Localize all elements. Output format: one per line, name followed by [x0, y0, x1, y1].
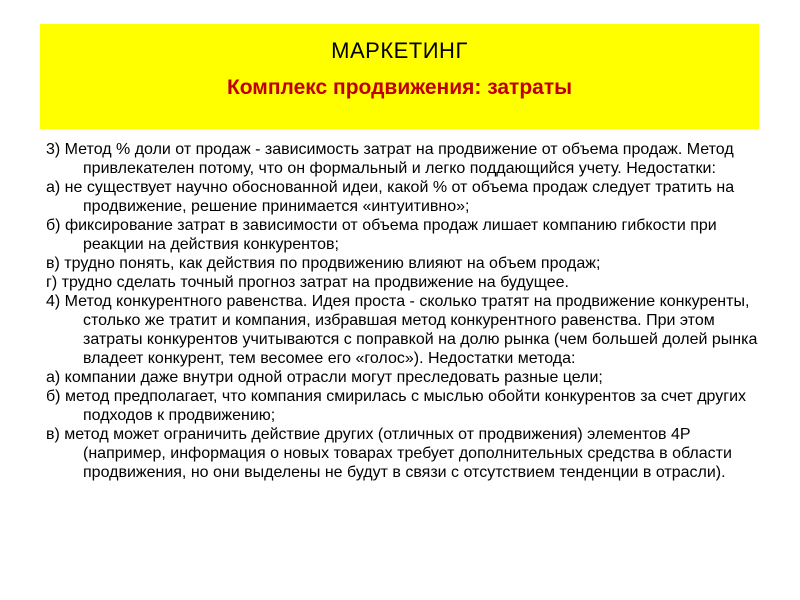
slide-title: МАРКЕТИНГ: [331, 38, 468, 63]
header-band: [40, 24, 759, 129]
slide-subtitle: Комплекс продвижения: затраты: [226, 76, 573, 99]
paragraph-drawback-a: а) не существует научно обоснованной идеи, какой % от объема продаж следует тратить на продвижение, решение принимается «интуитивно»;: [46, 179, 735, 215]
paragraph-method4-drawback-b: б) метод предполагает, что компания смирилась с мыслью обойти конкурентов за счет других подходов к продвижению;: [46, 388, 747, 424]
paragraph-method4-drawback-v: в) метод может ограничить действие других (отличных от продвижения) элементов 4Р (например, информация о новых товарах требует дополнительных средства в области продвижения, но они выделены не будут в связи с отсутствием тенденции в отрасли).: [46, 426, 732, 481]
paragraph-method-3: 3) Метод % доли от продаж - зависимость затрат на продвижение от объема продаж. Метод привлекателен потому, что он формальный и легко поддающийся учету. Недостатки:: [46, 141, 734, 177]
paragraph-drawback-v: в) трудно понять, как действия по продвижению влияют на объем продаж;: [46, 255, 601, 272]
paragraph-method4-drawback-a: а) компании даже внутри одной отрасли могут преследовать разные цели;: [46, 369, 603, 386]
paragraph-method-4: 4) Метод конкурентного равенства. Идея проста - сколько тратят на продвижение конкуренты, столько же тратит и компания, избравшая метод конкурентного равенства. При этом затраты конкурентов учитываются с поправкой на долю рынка (чем большей долей рынка владеет конкурент, тем весомее его «голос»). Недостатки метода:: [46, 293, 758, 367]
slide-body: [46, 140, 766, 482]
paragraph-drawback-g: г) трудно сделать точный прогноз затрат на продвижение на будущее.: [46, 274, 569, 291]
paragraph-drawback-b: б) фиксирование затрат в зависимости от объема продаж лишает компанию гибкости при реакции на действия конкурентов;: [46, 217, 717, 253]
